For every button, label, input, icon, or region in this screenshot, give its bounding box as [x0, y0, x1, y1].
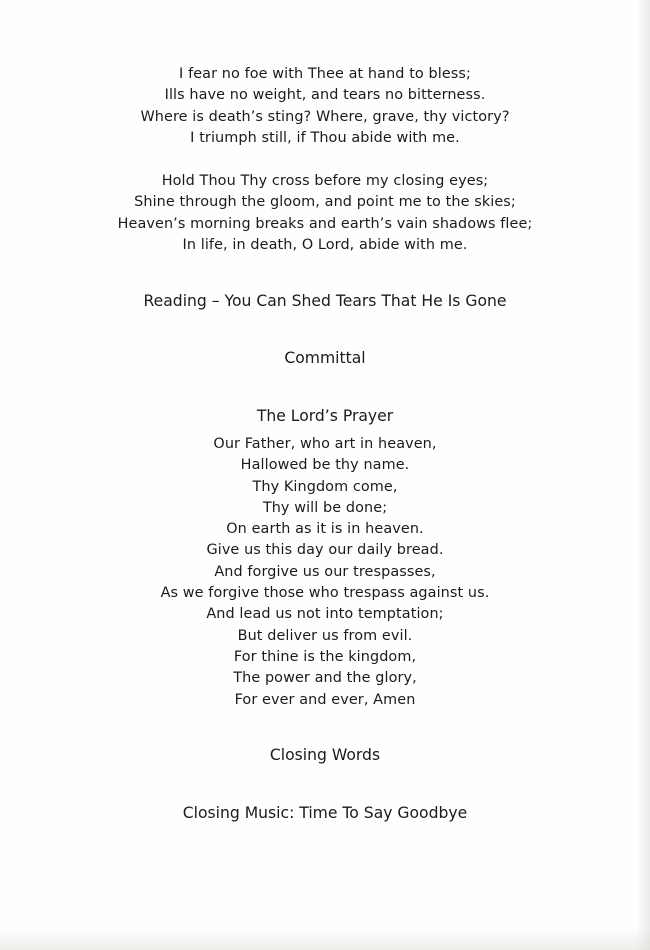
prayer-title-section — [0, 405, 650, 427]
prayer-heading: The Lord’s Prayer — [256, 407, 394, 425]
prayer-line: And forgive us our trespasses, — [214, 563, 436, 580]
closing-music-section — [0, 802, 650, 824]
prayer-line: The power and the glory, — [233, 670, 417, 687]
lords-prayer-text — [0, 434, 650, 711]
prayer-line: Hallowed be thy name. — [240, 457, 410, 474]
prayer-line: For ever and ever, Amen — [234, 691, 416, 708]
prayer-line: Thy will be done; — [262, 499, 388, 516]
hymn-verse-1 — [0, 64, 650, 149]
prayer-line: And lead us not into temptation; — [206, 606, 444, 623]
verse-line: I fear no foe with Thee at hand to bless; — [179, 66, 471, 82]
prayer-line: But deliver us from evil. — [237, 627, 413, 644]
reading-section — [0, 290, 650, 312]
prayer-line: Give us this day our daily bread. — [206, 542, 444, 559]
verse-line: Ills have no weight, and tears no bitterness. — [164, 87, 486, 104]
prayer-line: Thy Kingdom come, — [252, 478, 398, 495]
page-edge-shadow — [636, 0, 650, 950]
committal-heading: Committal — [284, 349, 366, 367]
closing-words-heading: Closing Words — [269, 746, 381, 764]
verse-line: In life, in death, O Lord, abide with me. — [182, 236, 468, 253]
verse-line: Shine through the gloom, and point me to the skies; — [134, 194, 516, 211]
verse-line: Heaven’s morning breaks and earth’s vain shadows flee; — [117, 215, 533, 232]
page-bottom-shadow — [0, 928, 650, 950]
prayer-line: As we forgive those who trespass against us. — [160, 585, 490, 602]
reading-heading: Reading – You Can Shed Tears That He Is Gone — [143, 292, 507, 310]
prayer-line: For thine is the kingdom, — [233, 648, 417, 665]
committal-section — [0, 347, 650, 369]
closing-words-section — [0, 744, 650, 766]
verse-line: I triumph still, if Thou abide with me. — [190, 129, 460, 146]
verse-line: Hold Thou Thy cross before my closing eyes; — [161, 173, 489, 189]
hymn-verse-2 — [0, 171, 650, 256]
verse-line: Where is death’s sting? Where, grave, thy victory? — [140, 108, 510, 125]
closing-music-heading: Closing Music: Time To Say Goodbye — [182, 804, 468, 822]
prayer-line: On earth as it is in heaven. — [226, 521, 424, 538]
prayer-line: Our Father, who art in heaven, — [213, 436, 437, 452]
